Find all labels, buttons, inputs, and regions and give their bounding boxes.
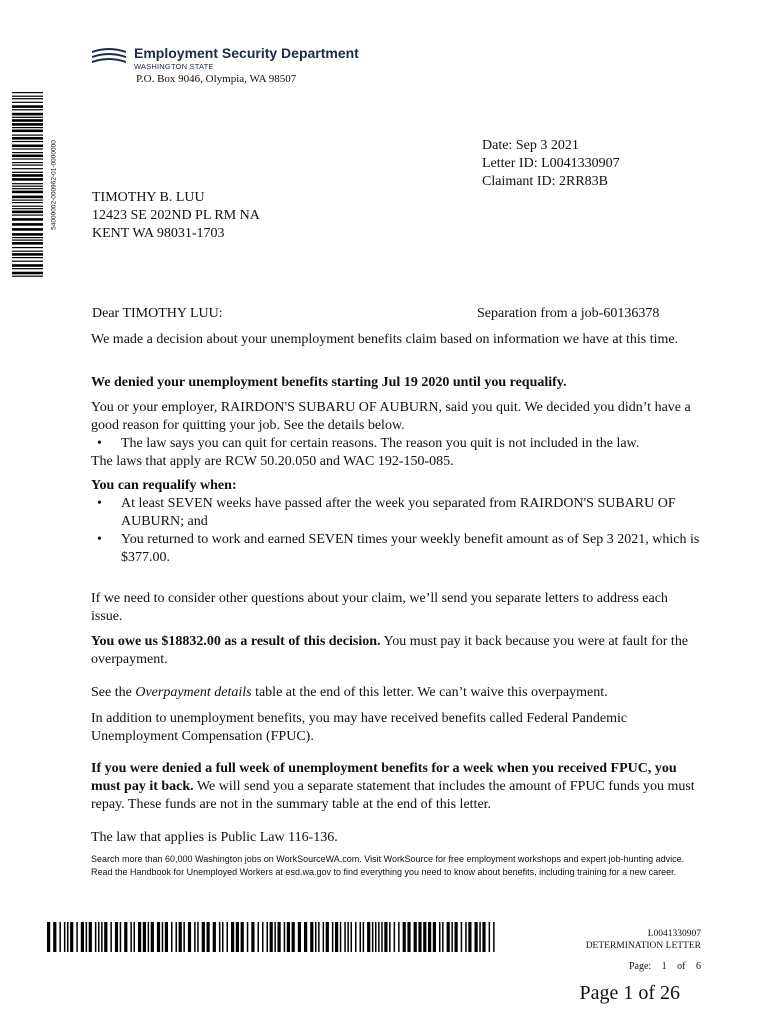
barcode-bar — [76, 922, 78, 952]
barcode-bar — [298, 922, 301, 952]
barcode-bar — [12, 174, 43, 177]
paragraph-quit: You or your employer, RAIRDON'S SUBARU OF AUBURN, said you quit. We decided you didn’t have a good reason for quitting your job. See the details below. • The law says you can quit for certain reasons. The reason you quit is not included in the law. The laws that apply are RCW 50.20.050 and WAC 192-150-085. — [91, 399, 701, 471]
barcode-bar — [12, 268, 43, 269]
barcode-bar — [287, 922, 290, 952]
barcode-bar — [310, 922, 313, 952]
barcode-bar — [12, 165, 43, 166]
address-line: KENT WA 98031-1703 — [92, 226, 225, 241]
barcode-bar — [12, 237, 43, 238]
barcode-bar — [12, 191, 43, 194]
barcode-bar — [86, 922, 88, 952]
barcode-bar — [468, 922, 471, 952]
salutation: Dear TIMOTHY LUU: — [92, 306, 223, 321]
barcode-bar — [12, 218, 43, 221]
barcode-bar — [323, 922, 325, 952]
side-code: 54000002-000962-01-0000000 — [50, 140, 58, 230]
barcode-bar — [222, 922, 224, 952]
barcode-bar — [47, 922, 50, 952]
barcode-bar — [251, 922, 254, 952]
overpayment-details-ref: Overpayment details — [135, 685, 252, 700]
address-line: 12423 SE 202ND PL RM NA — [92, 208, 260, 223]
barcode-bar — [12, 215, 43, 216]
barcode-bar — [398, 922, 400, 952]
barcode-bar — [227, 922, 229, 952]
barcode-bar — [81, 922, 84, 952]
barcode-bar — [12, 208, 43, 209]
document-page-number: Page 1 of 26 — [579, 982, 680, 1004]
barcode-bar — [12, 92, 43, 93]
barcode-bar — [12, 145, 43, 148]
footer-letter-type: DETERMINATION LETTER — [585, 941, 701, 951]
barcode-bar — [12, 123, 43, 126]
barcode-bar — [475, 922, 478, 952]
barcode-bar — [12, 130, 43, 133]
barcode-bar — [367, 922, 370, 952]
barcode-bar — [372, 922, 374, 952]
barcode-bar — [381, 922, 383, 952]
overpayment-amount: You owe us $18832.00 as a result of this decision. — [91, 634, 381, 649]
barcode-bar — [12, 186, 43, 187]
barcode-bar — [231, 922, 234, 952]
barcode-bar — [95, 922, 97, 952]
org-subtitle: WASHINGTON STATE — [134, 62, 214, 71]
barcode-bar — [70, 922, 73, 952]
paragraph-fpuc-repay: If you were denied a full week of unemployment benefits for a week when you received FPUC, you must pay it back. We will send you a separate statement that includes the amount of FPUC funds you must repay. These funds are not in the summary table at the end of this letter. — [91, 761, 695, 812]
barcode-bar — [104, 922, 107, 952]
barcode-bar — [12, 127, 43, 128]
barcode-bar — [12, 105, 43, 108]
barcode-bar — [262, 922, 264, 952]
barcode-bar — [12, 223, 43, 226]
paragraph-overpayment: You owe us $18832.00 as a result of this decision. You must pay it back because you were at fault for the overpayment. — [91, 634, 689, 667]
barcode-bar — [12, 257, 43, 258]
barcode-bar — [236, 922, 239, 952]
barcode-bar — [493, 922, 495, 952]
barcode-bar — [207, 922, 210, 952]
letter-meta — [482, 137, 620, 191]
barcode-bar — [267, 922, 269, 952]
barcode-bar — [12, 152, 43, 153]
barcode-bar — [165, 922, 168, 952]
barcode-bar — [67, 922, 69, 952]
barcode-bar — [12, 251, 43, 252]
barcode-bar — [418, 922, 421, 952]
po-box-address: P.O. Box 9046, Olympia, WA 98507 — [136, 73, 297, 85]
barcode-bar — [12, 113, 43, 116]
org-name: Employment Security Department — [134, 45, 359, 61]
paragraph-other-questions: If we need to consider other questions about your claim, we’ll send you separate letters to address each issue. — [91, 591, 668, 624]
barcode-bar — [213, 922, 216, 952]
barcode-bar — [12, 228, 43, 231]
barcode-bar — [344, 922, 346, 952]
barcode-bar — [428, 922, 431, 952]
letter-id: Letter ID: L0041330907 — [482, 156, 620, 171]
barcode-bar — [124, 922, 127, 952]
barcode-bar — [12, 211, 43, 214]
barcode-bar — [134, 922, 136, 952]
barcode-bar — [12, 272, 43, 275]
page-indicator: Page: 1 of 6 — [628, 961, 701, 972]
barcode-bar — [378, 922, 380, 952]
barcode-bar — [433, 922, 436, 952]
paragraph-decision: We made a decision about your unemployment benefits claim based on information we have at this time. — [91, 332, 679, 347]
barcode-bar — [101, 922, 103, 952]
barcode-bar — [451, 922, 453, 952]
barcode-bar — [148, 922, 150, 952]
barcode-bar — [89, 922, 92, 952]
barcode-bar — [219, 922, 221, 952]
barcode-bar — [53, 922, 56, 952]
barcode-bar — [12, 155, 43, 158]
barcode-bar — [12, 264, 43, 267]
barcode-bar — [270, 922, 273, 952]
paragraph-overpayment-details: See the Overpayment details table at the end of this letter. We can’t waive this overpayment. — [91, 685, 608, 700]
barcode-bar — [12, 135, 43, 136]
barcode-bar — [12, 206, 43, 207]
barcode-bar — [12, 119, 43, 122]
barcode-bar — [455, 922, 458, 952]
barcode-bar — [157, 922, 160, 952]
barcode-bar — [12, 188, 43, 189]
barcode-bar — [12, 96, 43, 97]
barcode-bar — [12, 158, 43, 159]
barcode-bar — [12, 141, 43, 142]
barcode-bar — [188, 922, 191, 952]
bottom-barcode — [47, 922, 495, 952]
barcode-bar — [12, 137, 43, 140]
barcode-bar — [414, 922, 417, 952]
barcode-bar — [183, 922, 185, 952]
barcode-bar — [12, 183, 43, 184]
barcode-bar — [64, 922, 66, 952]
barcode-bar — [12, 242, 43, 245]
barcode-bar — [479, 922, 481, 952]
barcode-bar — [12, 162, 43, 163]
barcode-bar — [335, 922, 338, 952]
barcode-bar — [274, 922, 276, 952]
barcode-bar — [12, 253, 43, 256]
esd-logo-icon — [90, 46, 128, 68]
barcode-bar — [447, 922, 450, 952]
barcode-bar — [375, 922, 377, 952]
barcode-bar — [12, 102, 43, 103]
letter-date: Date: Sep 3 2021 — [482, 138, 579, 153]
barcode-bar — [351, 922, 353, 952]
barcode-bar — [241, 922, 244, 952]
barcode-bar — [403, 922, 406, 952]
barcode-bar — [12, 276, 43, 277]
subject-line: Separation from a job-60136378 — [477, 306, 660, 321]
barcode-bar — [12, 261, 43, 262]
paragraph-denial: We denied your unemployment benefits starting Jul 19 2020 until you requalify. — [91, 375, 567, 390]
barcode-bar — [340, 922, 342, 952]
paragraph-public-law: The law that applies is Public Law 116-136. — [91, 830, 338, 845]
barcode-bar — [332, 922, 334, 952]
barcode-bar — [347, 922, 349, 952]
barcode-bar — [489, 922, 491, 952]
address-line: TIMOTHY B. LUU — [92, 190, 205, 205]
barcode-bar — [12, 178, 43, 181]
barcode-bar — [176, 922, 178, 952]
barcode-bar — [355, 922, 357, 952]
barcode-bar — [202, 922, 205, 952]
barcode-bar — [304, 922, 307, 952]
barcode-bar — [110, 922, 112, 952]
barcode-bar — [12, 98, 43, 99]
footer-letter-code: L0041330907 — [647, 929, 701, 939]
barcode-bar — [194, 922, 196, 952]
claimant-id: Claimant ID: 2RR83B — [482, 174, 608, 189]
barcode-bar — [12, 172, 43, 173]
barcode-bar — [465, 922, 467, 952]
barcode-bar — [482, 922, 485, 952]
barcode-bar — [197, 922, 199, 952]
barcode-bar — [394, 922, 396, 952]
barcode-bar — [258, 922, 260, 952]
barcode-bar — [12, 247, 43, 248]
barcode-bar — [461, 922, 463, 952]
barcode-bar — [247, 922, 249, 952]
barcode-bar — [439, 922, 441, 952]
barcode-bar — [12, 168, 43, 169]
barcode-bar — [407, 922, 410, 952]
barcode-bar — [138, 922, 141, 952]
barcode-bar — [98, 922, 100, 952]
side-barcode — [12, 92, 43, 278]
barcode-bar — [315, 922, 317, 952]
barcode-bar — [143, 922, 146, 952]
requalify-heading: You can requalify when: — [91, 478, 237, 493]
barcode-bar — [12, 117, 43, 118]
barcode-bar — [442, 922, 444, 952]
barcode-bar — [423, 922, 426, 952]
barcode-bar — [384, 922, 387, 952]
barcode-bar — [284, 922, 286, 952]
barcode-bar — [389, 922, 391, 952]
barcode-bar — [171, 922, 173, 952]
barcode-bar — [130, 922, 132, 952]
barcode-bar — [292, 922, 295, 952]
paragraph-fpuc: In addition to unemployment benefits, you may have received benefits called Federal Pandemic Unemployment Compensation (FPUC). — [91, 711, 628, 744]
requalify-section — [91, 477, 701, 567]
list-item: • You returned to work and earned SEVEN times your weekly benefit amount as of Sep 3 2021, which is $377.00. — [97, 532, 700, 565]
barcode-bar — [326, 922, 329, 952]
barcode-bar — [115, 922, 118, 952]
small-print: Search more than 60,000 Washington jobs on WorkSourceWA.com. Visit WorkSource for free employment workshops and expert job-hunting advice. Read the Handbook for Unemployed Workers at esd.wa.gov to find everything you need to know about benefits, including training for a new career. — [91, 854, 685, 877]
barcode-bar — [120, 922, 122, 952]
barcode-bar — [179, 922, 182, 952]
barcode-bar — [12, 196, 43, 199]
barcode-bar — [162, 922, 164, 952]
barcode-bar — [318, 922, 320, 952]
laws-apply: The laws that apply are RCW 50.20.050 and WAC 192-150-085. — [91, 454, 454, 469]
barcode-bar — [12, 148, 43, 149]
barcode-bar — [12, 240, 43, 241]
recipient-address — [92, 189, 260, 243]
footer-letter-info — [540, 928, 701, 952]
barcode-bar — [12, 109, 43, 110]
barcode-bar — [12, 202, 43, 203]
barcode-bar — [360, 922, 362, 952]
barcode-bar — [278, 922, 281, 952]
list-item: • At least SEVEN weeks have passed after the week you separated from RAIRDON'S SUBARU OF AUBURN; and — [97, 496, 676, 529]
barcode-bar — [12, 200, 43, 201]
list-item: • The law says you can quit for certain reasons. The reason you quit is not included in the law. — [97, 436, 640, 451]
barcode-bar — [59, 922, 61, 952]
barcode-bar — [363, 922, 365, 952]
barcode-bar — [151, 922, 154, 952]
barcode-bar — [12, 233, 43, 236]
